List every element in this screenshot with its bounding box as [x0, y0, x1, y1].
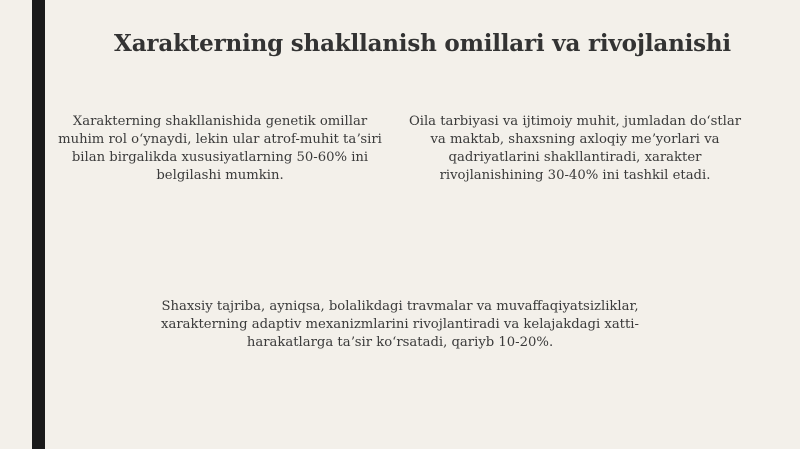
paragraph-genetic-factors: Xarakterning shakllanishida genetik omillar muhim rol oʻynaydi, lekin ular atrof-muhit taʼsiri bilan birgalikda xususiyatlarning 50-60% ini belgilashi mumkin. — [58, 114, 382, 183]
left-accent-bar — [32, 0, 45, 449]
paragraph-family-environment: Oila tarbiyasi va ijtimoiy muhit, jumladan doʻstlar va maktab, shaxsning axloqiy meʼyorlari va qadriyatlarini shakllantiradi, xarakter rivojlanishining 30-40% ini tashkil etadi. — [408, 114, 742, 183]
slide-title: Xarakterning shakllanish omillari va rivojlanishi — [114, 30, 731, 57]
paragraph-personal-experience: Shaxsiy tajriba, ayniqsa, bolalikdagi travmalar va muvaffaqiyatsizliklar, xarakterning adaptiv mexanizmlarini rivojlantiradi va kelajakdagi xatti-harakatlarga taʼsir koʻrsatadi, qariyb 10-20%. — [161, 299, 639, 350]
